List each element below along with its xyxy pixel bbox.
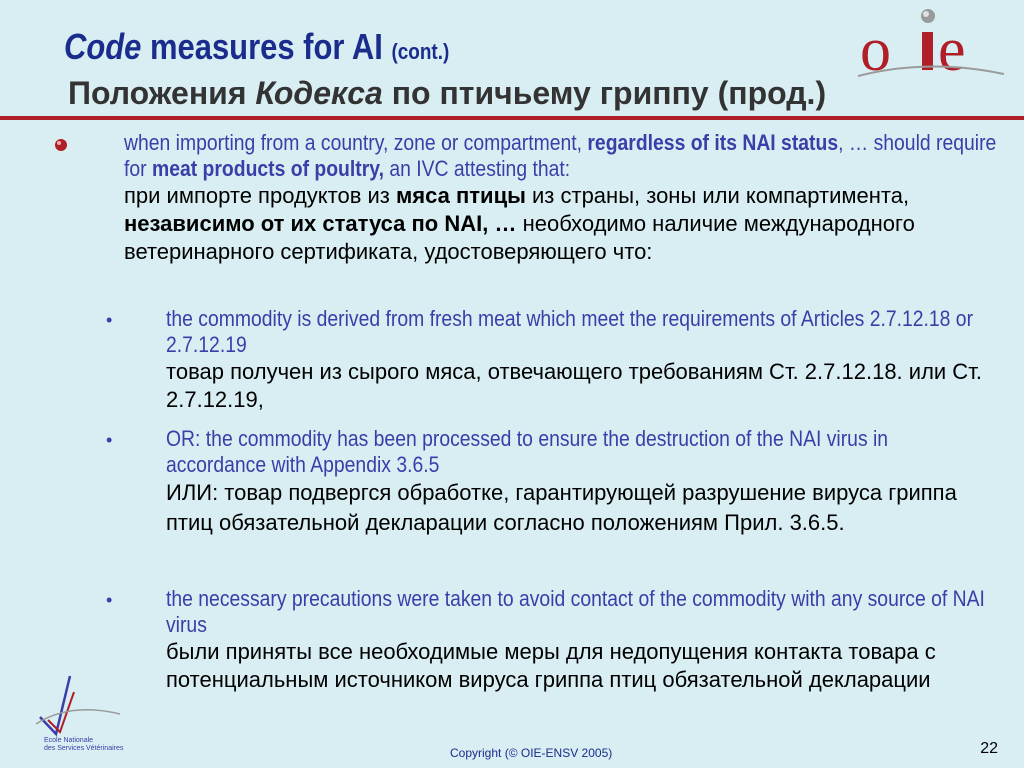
title-divider	[0, 116, 1024, 120]
list-item-ru: были приняты все необходимые меры для недопущения контакта товара с потенциальным источником вируса гриппа птиц обязательной декларации	[166, 639, 936, 692]
intro-en-text: when importing from a country, zone or compartment,	[124, 130, 588, 155]
intro-paragraph	[124, 130, 1004, 266]
intro-en-bold: meat products of poultry,	[151, 156, 384, 181]
oie-logo-text: o	[860, 16, 891, 82]
list-item	[166, 426, 986, 538]
ensv-line2: des Services Vétérinaires	[44, 745, 124, 752]
intro-ru	[124, 182, 1004, 266]
page-number: 22	[980, 740, 998, 757]
intro-ru-text: необходимо наличие международного ветеринарного сертификата, удостоверяющего что:	[124, 211, 915, 264]
title-ru-part: по птичьему гриппу (прод.)	[382, 75, 827, 111]
intro-ru-bold: независимо от их статуса по NAI, …	[124, 211, 517, 236]
title-en-rest: measures for AI	[141, 26, 392, 67]
slide-title-en	[64, 26, 449, 68]
ensv-logo	[30, 672, 130, 752]
bullet-dot: •	[106, 430, 113, 450]
list-item	[166, 306, 986, 414]
title-ru-part: Положения	[68, 75, 256, 111]
svg-text:e: e	[938, 16, 966, 82]
list-item	[166, 586, 986, 694]
intro-ru-bold: мяса птицы	[396, 183, 526, 208]
title-ru-italic: Кодекса	[255, 75, 383, 111]
list-item-en: OR: the commodity has been processed to ensure the destruction of the NAI virus in accordance with Appendix 3.6.5	[166, 426, 889, 477]
ensv-line1: Ecole Nationale	[44, 737, 94, 744]
oie-logo	[858, 6, 1004, 82]
bullet-dot: •	[106, 310, 113, 330]
list-item-ru: товар получен из сырого мяса, отвечающего требованиям Ст. 2.7.12.18. или Ст. 2.7.12.19,	[166, 359, 982, 412]
intro-en-bold: regardless of its NAI status	[587, 130, 839, 155]
intro-ru-text: из страны, зоны или компартимента,	[525, 183, 910, 208]
main-bullet-icon	[54, 138, 68, 152]
bullet-dot: •	[106, 590, 113, 610]
intro-ru-text: при импорте продуктов из	[124, 183, 397, 208]
intro-en-text: , … should require for	[124, 130, 997, 181]
intro-en	[124, 130, 1004, 182]
list-item-en: the commodity is derived from fresh meat which meet the requirements of Articles 2.7.12.18 or 2.7.12.19	[166, 306, 974, 357]
copyright-text: Copyright (© OIE-ENSV 2005)	[450, 746, 613, 760]
list-item-en: the necessary precautions were taken to avoid contact of the commodity with any source of NAI virus	[166, 586, 985, 637]
title-en-cont: (cont.)	[391, 39, 450, 64]
title-code-word: Code	[64, 26, 142, 67]
slide-title-ru	[68, 74, 928, 112]
intro-en-text: an IVC attesting that:	[383, 156, 571, 181]
list-item-ru: ИЛИ: товар подвергся обработке, гарантирующей разрушение вируса гриппа птиц обязательной декларации согласно положениям Прил. 3.6.5.	[166, 480, 957, 535]
